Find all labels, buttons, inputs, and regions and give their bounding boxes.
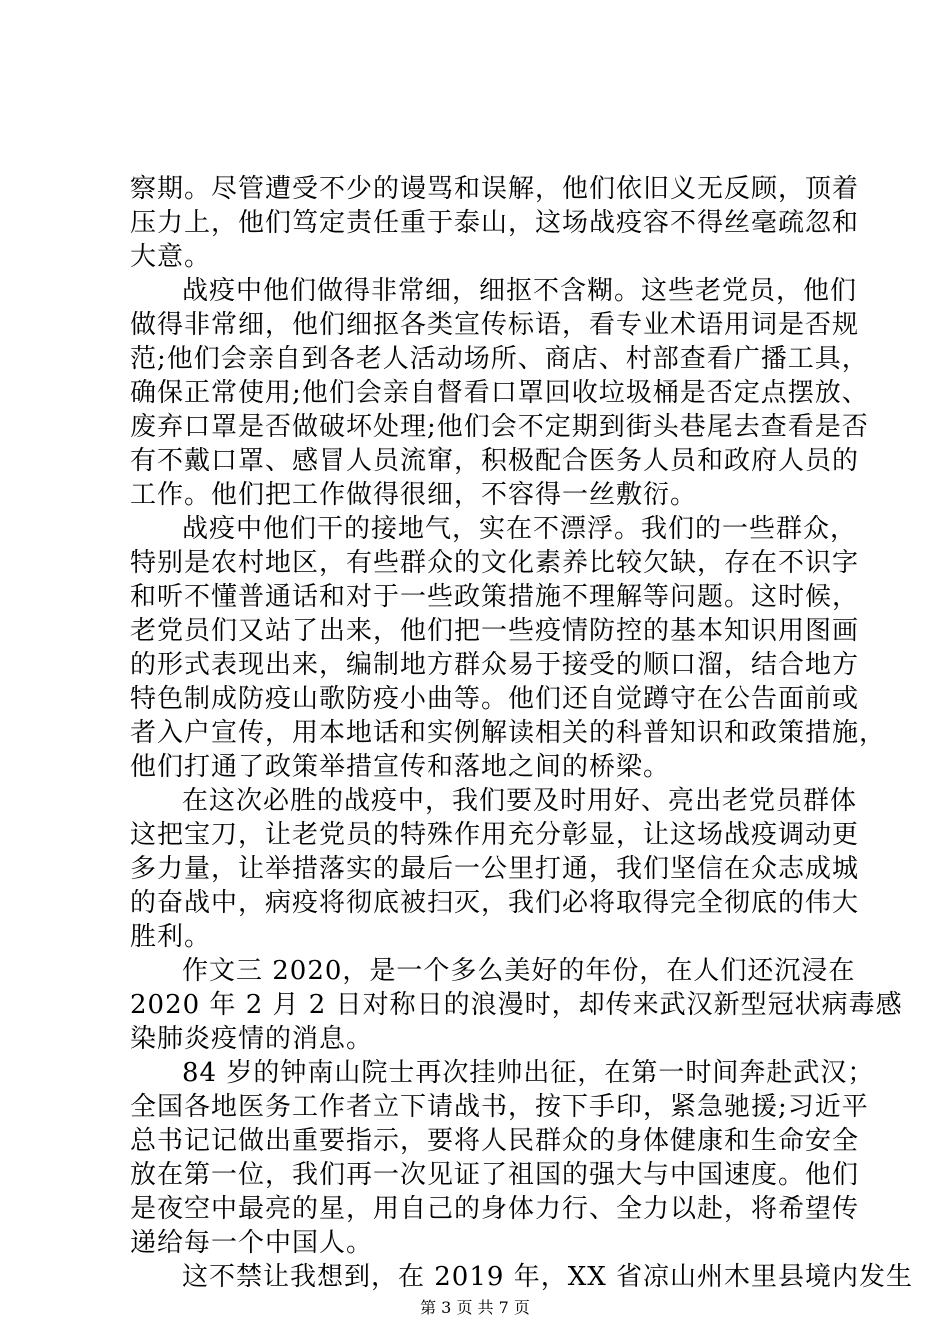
text-line: 放在第一位，我们再一次见证了祖国的强大与中国速度。他们 (130, 1160, 860, 1190)
text-line: 确保正常使用;他们会亲自督看口罩回收垃圾桶是否定点摆放、 (130, 378, 869, 408)
paragraph-start-line: 作文三 2020，是一个多么美好的年份，在人们还沉浸在 (182, 956, 856, 986)
text-line: 老党员们又站了出来，他们把一些疫情防控的基本知识用图画 (130, 616, 860, 646)
text-line: 做得非常细，他们细抠各类宣传标语，看专业术语用词是否规 (130, 310, 860, 340)
text-line: 范;他们会亲自到各老人活动场所、商店、村部查看广播工具， (130, 344, 869, 374)
text-line: 递给每一个中国人。 (130, 1228, 374, 1258)
paragraph-start-line: 在这次必胜的战疫中，我们要及时用好、亮出老党员群体 (182, 786, 858, 816)
text-line: 全国各地医务工作者立下请战书，按下手印，紧急驰援;习近平 (130, 1092, 869, 1122)
text-line: 特别是农村地区，有些群众的文化素养比较欠缺，存在不识字 (130, 548, 860, 578)
text-line: 这把宝刀，让老党员的特殊作用充分彰显，让这场战疫调动更 (130, 820, 860, 850)
paragraph-start-line: 战疫中他们做得非常细，细抠不含糊。这些老党员，他们 (182, 276, 858, 306)
text-line: 工作。他们把工作做得很细，不容得一丝敷衍。 (130, 480, 698, 510)
text-line: 是夜空中最亮的星，用自己的身体力行、全力以赴，将希望传 (130, 1194, 860, 1224)
paragraph-start-line: 战疫中他们干的接地气，实在不漂浮。我们的一些群众， (182, 514, 858, 544)
text-line: 察期。尽管遭受不少的谩骂和误解，他们依旧义无反顾，顶着 (130, 174, 860, 204)
text-line: 他们打通了政策举措宣传和落地之间的桥梁。 (130, 752, 671, 782)
text-line: 的奋战中，病疫将彻底被扫灭，我们必将取得完全彻底的伟大 (130, 888, 860, 918)
text-line: 总书记记做出重要指示，要将人民群众的身体健康和生命安全 (130, 1126, 860, 1156)
page-number-footer: 第 3 页 共 7 页 (420, 1298, 530, 1317)
paragraph-start-line: 这不禁让我想到，在 2019 年，XX 省凉山州木里县境内发生 (182, 1262, 913, 1292)
text-line: 者入户宣传，用本地话和实例解读相关的科普知识和政策措施， (130, 718, 887, 748)
text-line: 和听不懂普通话和对于一些政策措施不理解等问题。这时候， (130, 582, 860, 612)
text-line: 2020 年 2 月 2 日对称日的浪漫时，却传来武汉新型冠状病毒感 (130, 990, 903, 1020)
text-line: 染肺炎疫情的消息。 (130, 1024, 374, 1054)
paragraph-start-line: 84 岁的钟南山院士再次挂帅出征，在第一时间奔赴武汉； (182, 1058, 875, 1088)
text-line: 的形式表现出来，编制地方群众易于接受的顺口溜，结合地方 (130, 650, 860, 680)
text-line: 特色制成防疫山歌防疫小曲等。他们还自觉蹲守在公告面前或 (130, 684, 860, 714)
text-line: 多力量，让举措落实的最后一公里打通，我们坚信在众志成城 (130, 854, 860, 884)
text-line: 压力上，他们笃定责任重于泰山，这场战疫容不得丝毫疏忽和 (130, 208, 860, 238)
text-line: 大意。 (130, 242, 212, 272)
body-text (130, 172, 913, 1294)
text-line: 废弃口罩是否做破坏处理;他们会不定期到街头巷尾去查看是否 (130, 412, 869, 442)
text-line: 胜利。 (130, 922, 212, 952)
text-line: 有不戴口罩、感冒人员流窜，积极配合医务人员和政府人员的 (130, 446, 860, 476)
